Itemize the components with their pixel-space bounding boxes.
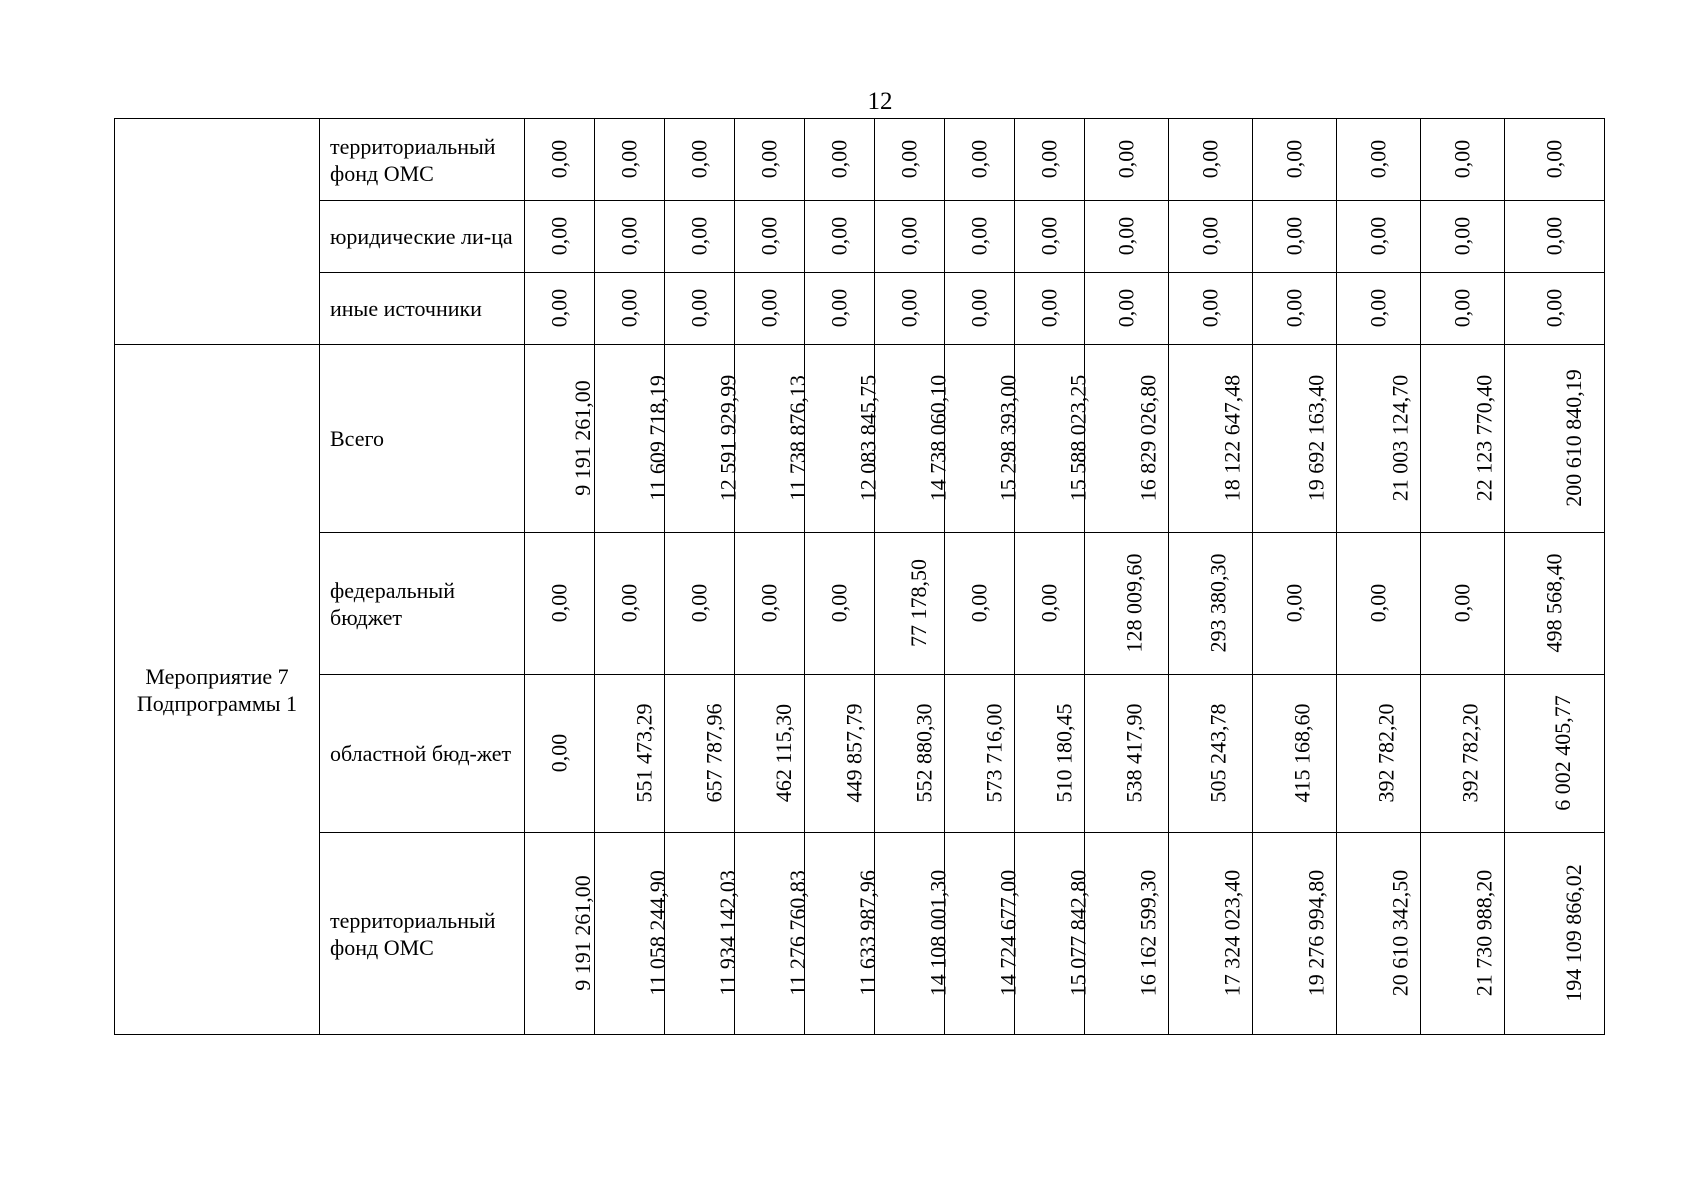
value-text: 0,00 xyxy=(1449,288,1475,328)
value-text: 505 243,78 xyxy=(1205,703,1231,803)
value-cell xyxy=(805,533,875,675)
value-cell xyxy=(945,345,1021,533)
value-cell xyxy=(1015,273,1085,345)
value-text: 0,00 xyxy=(1449,216,1475,256)
value-text: 552 880,30 xyxy=(911,703,937,803)
value-cell xyxy=(525,833,595,1035)
value-text: 0,00 xyxy=(1449,139,1475,179)
value-text: 0,00 xyxy=(966,139,992,179)
table-row xyxy=(115,345,1605,533)
value-cell xyxy=(1505,119,1605,201)
value-text: 0,00 xyxy=(1449,583,1475,623)
value-cell xyxy=(1253,119,1337,201)
value-cell xyxy=(1505,533,1605,675)
value-cell xyxy=(1085,833,1169,1035)
value-text: 0,00 xyxy=(1365,583,1391,623)
value-text: 657 787,96 xyxy=(701,703,727,803)
value-cell xyxy=(1253,675,1337,833)
value-text: 19 276 994,80 xyxy=(1303,869,1329,997)
value-text: 0,00 xyxy=(546,216,572,256)
value-cell xyxy=(1421,273,1505,345)
value-text: 392 782,20 xyxy=(1373,703,1399,803)
value-cell xyxy=(665,201,735,273)
value-cell xyxy=(1337,533,1421,675)
value-cell xyxy=(595,533,665,675)
value-cell xyxy=(1421,345,1505,533)
value-text: 15 077 842,80 xyxy=(1065,869,1091,997)
value-text: 0,00 xyxy=(686,288,712,328)
value-text: 15 298 393,00 xyxy=(995,374,1021,502)
value-text: 0,00 xyxy=(546,288,572,328)
value-cell xyxy=(1505,201,1605,273)
value-cell xyxy=(735,833,810,1035)
value-text: 0,00 xyxy=(1281,583,1307,623)
value-text: 538 417,90 xyxy=(1121,703,1147,803)
value-cell xyxy=(525,345,595,533)
value-cell xyxy=(1015,833,1091,1035)
value-text: 0,00 xyxy=(756,583,782,623)
value-cell xyxy=(1253,345,1337,533)
value-text: 0,00 xyxy=(826,288,852,328)
value-cell xyxy=(1421,201,1505,273)
value-text: 0,00 xyxy=(896,288,922,328)
value-text: 16 162 599,30 xyxy=(1135,869,1161,997)
value-cell xyxy=(735,119,805,201)
value-cell xyxy=(1169,533,1253,675)
value-cell xyxy=(1085,201,1169,273)
funding-source-cell: Всего xyxy=(320,345,525,533)
value-cell xyxy=(665,345,741,533)
value-text: 0,00 xyxy=(546,139,572,179)
value-text: 18 122 647,48 xyxy=(1219,374,1245,502)
value-text: 0,00 xyxy=(546,733,572,773)
value-text: 0,00 xyxy=(1036,583,1062,623)
table-row xyxy=(115,119,1605,201)
table-row xyxy=(115,273,1605,345)
value-cell xyxy=(595,119,665,201)
page-number: 12 xyxy=(867,88,893,115)
value-cell xyxy=(1421,675,1505,833)
value-text: 200 610 840,19 xyxy=(1560,369,1586,507)
value-text: 0,00 xyxy=(1036,216,1062,256)
value-cell xyxy=(1505,675,1605,833)
value-cell xyxy=(1253,833,1337,1035)
value-cell xyxy=(525,273,595,345)
value-cell xyxy=(1169,345,1253,533)
value-cell xyxy=(1337,675,1421,833)
value-text: 0,00 xyxy=(966,583,992,623)
value-text: 0,00 xyxy=(1281,139,1307,179)
value-text: 9 191 261,00 xyxy=(569,380,595,496)
value-text: 498 568,40 xyxy=(1541,553,1567,653)
value-cell xyxy=(525,533,595,675)
value-text: 0,00 xyxy=(966,216,992,256)
value-text: 0,00 xyxy=(1365,139,1391,179)
value-cell xyxy=(1015,119,1085,201)
value-cell xyxy=(1085,273,1169,345)
value-text: 11 633 987,96 xyxy=(854,870,880,996)
value-text: 0,00 xyxy=(1113,139,1139,179)
value-text: 11 276 760,83 xyxy=(784,870,810,996)
value-text: 0,00 xyxy=(756,288,782,328)
value-text: 0,00 xyxy=(1281,216,1307,256)
value-cell xyxy=(1337,345,1421,533)
value-text: 11 058 244,90 xyxy=(644,870,670,996)
funding-source-cell: территориальный фонд ОМС xyxy=(320,119,525,201)
funding-source-cell: территориальный фонд ОМС xyxy=(320,833,525,1035)
value-cell xyxy=(595,833,670,1035)
value-cell xyxy=(875,533,945,675)
value-cell xyxy=(945,273,1015,345)
value-text: 0,00 xyxy=(826,139,852,179)
value-cell xyxy=(1085,119,1169,201)
value-cell xyxy=(595,273,665,345)
value-text: 128 009,60 xyxy=(1121,553,1147,653)
value-text: 17 324 023,40 xyxy=(1219,869,1245,997)
value-cell xyxy=(1253,201,1337,273)
value-text: 0,00 xyxy=(686,583,712,623)
value-text: 14 108 001,30 xyxy=(925,869,951,997)
value-text: 14 724 677,00 xyxy=(995,869,1021,997)
value-cell xyxy=(875,345,951,533)
value-cell xyxy=(1337,833,1421,1035)
value-text: 0,00 xyxy=(1365,216,1391,256)
value-cell xyxy=(875,201,945,273)
value-cell xyxy=(1505,273,1605,345)
value-text: 11 934 142,03 xyxy=(714,870,740,996)
value-cell xyxy=(1015,345,1091,533)
value-cell xyxy=(1421,533,1505,675)
value-cell xyxy=(1421,119,1505,201)
value-text: 510 180,45 xyxy=(1051,703,1077,803)
value-text: 0,00 xyxy=(1197,216,1223,256)
value-cell xyxy=(1085,533,1169,675)
value-text: 77 178,50 xyxy=(906,559,931,647)
value-text: 0,00 xyxy=(1541,139,1567,179)
table-row xyxy=(115,533,1605,675)
value-text: 0,00 xyxy=(546,583,572,623)
value-text: 11 738 876,13 xyxy=(784,375,810,501)
value-text: 551 473,29 xyxy=(631,703,657,803)
value-cell xyxy=(1253,533,1337,675)
value-text: 0,00 xyxy=(616,139,642,179)
funding-source-cell: юридические ли-ца xyxy=(320,201,525,273)
value-text: 0,00 xyxy=(896,216,922,256)
value-cell xyxy=(945,119,1015,201)
empty-event-cell xyxy=(115,119,320,345)
value-cell xyxy=(1337,119,1421,201)
value-text: 9 191 261,00 xyxy=(569,875,595,991)
value-cell xyxy=(875,675,945,833)
value-text: 0,00 xyxy=(1036,139,1062,179)
value-cell xyxy=(1505,833,1605,1035)
value-cell xyxy=(595,201,665,273)
value-cell xyxy=(665,273,735,345)
value-text: 0,00 xyxy=(1197,139,1223,179)
funding-source-cell: областной бюд-жет xyxy=(320,675,525,833)
value-text: 0,00 xyxy=(1365,288,1391,328)
value-text: 0,00 xyxy=(756,139,782,179)
table-row xyxy=(115,833,1605,1035)
value-cell xyxy=(735,675,805,833)
funding-source-cell: федеральный бюджет xyxy=(320,533,525,675)
value-text: 21 003 124,70 xyxy=(1387,374,1413,502)
value-text: 19 692 163,40 xyxy=(1303,374,1329,502)
value-cell xyxy=(805,833,880,1035)
value-text: 462 115,30 xyxy=(771,703,797,803)
value-text: 22 123 770,40 xyxy=(1471,374,1497,502)
value-cell xyxy=(735,201,805,273)
table-row xyxy=(115,201,1605,273)
event-name-cell: Мероприятие 7 Подпрограммы 1 xyxy=(115,345,320,1035)
value-cell xyxy=(595,675,665,833)
value-text: 14 738 060,10 xyxy=(925,374,951,502)
value-text: 0,00 xyxy=(1036,288,1062,328)
value-cell xyxy=(735,273,805,345)
value-cell xyxy=(1085,675,1169,833)
value-text: 0,00 xyxy=(1281,288,1307,328)
value-text: 0,00 xyxy=(616,288,642,328)
value-text: 0,00 xyxy=(896,139,922,179)
value-cell xyxy=(1337,201,1421,273)
value-cell xyxy=(1015,675,1085,833)
value-text: 11 609 718,19 xyxy=(644,375,670,501)
value-cell xyxy=(805,675,875,833)
value-cell xyxy=(945,833,1021,1035)
value-text: 293 380,30 xyxy=(1205,553,1231,653)
value-text: 0,00 xyxy=(686,216,712,256)
value-text: 0,00 xyxy=(1197,288,1223,328)
value-cell xyxy=(1169,119,1253,201)
value-cell xyxy=(1337,273,1421,345)
value-cell xyxy=(1169,273,1253,345)
value-cell xyxy=(525,675,595,833)
value-text: 0,00 xyxy=(966,288,992,328)
value-text: 0,00 xyxy=(686,139,712,179)
value-cell xyxy=(805,345,881,533)
value-text: 0,00 xyxy=(616,216,642,256)
value-text: 0,00 xyxy=(756,216,782,256)
value-text: 0,00 xyxy=(826,583,852,623)
value-text: 415 168,60 xyxy=(1289,703,1315,803)
value-cell xyxy=(1253,273,1337,345)
value-text: 12 083 845,75 xyxy=(855,374,881,502)
value-cell xyxy=(945,201,1015,273)
value-cell xyxy=(1085,345,1169,533)
value-cell xyxy=(945,533,1015,675)
funding-source-cell: иные источники xyxy=(320,273,525,345)
value-cell xyxy=(875,119,945,201)
value-text: 12 591 929,99 xyxy=(715,374,741,502)
value-cell xyxy=(595,345,670,533)
value-cell xyxy=(1169,201,1253,273)
value-text: 16 829 026,80 xyxy=(1135,374,1161,502)
value-cell xyxy=(665,119,735,201)
value-cell xyxy=(1015,533,1085,675)
table-row xyxy=(115,675,1605,833)
value-cell xyxy=(1169,833,1253,1035)
value-text: 0,00 xyxy=(1113,216,1139,256)
value-cell xyxy=(945,675,1015,833)
value-cell xyxy=(1169,675,1253,833)
value-cell xyxy=(525,119,595,201)
value-cell xyxy=(805,273,875,345)
value-text: 573 716,00 xyxy=(981,703,1007,803)
budget-table xyxy=(114,118,1605,1035)
value-cell xyxy=(805,201,875,273)
value-cell xyxy=(875,833,951,1035)
value-text: 0,00 xyxy=(1541,288,1567,328)
value-cell xyxy=(1421,833,1505,1035)
value-text: 449 857,79 xyxy=(841,703,867,803)
value-cell xyxy=(1015,201,1085,273)
value-cell xyxy=(735,345,810,533)
value-text: 392 782,20 xyxy=(1457,703,1483,803)
value-cell xyxy=(665,533,735,675)
value-text: 21 730 988,20 xyxy=(1471,869,1497,997)
value-cell xyxy=(735,533,805,675)
value-cell xyxy=(525,201,595,273)
value-text: 0,00 xyxy=(616,583,642,623)
value-text: 20 610 342,50 xyxy=(1387,869,1413,997)
value-text: 0,00 xyxy=(1541,216,1567,256)
value-text: 0,00 xyxy=(826,216,852,256)
value-text: 194 109 866,02 xyxy=(1560,864,1586,1002)
value-cell xyxy=(1505,345,1605,533)
value-cell xyxy=(665,833,740,1035)
value-text: 15 588 023,25 xyxy=(1065,374,1091,502)
value-cell xyxy=(805,119,875,201)
value-cell xyxy=(875,273,945,345)
value-text: 0,00 xyxy=(1113,288,1139,328)
value-cell xyxy=(665,675,735,833)
value-text: 6 002 405,77 xyxy=(1549,695,1575,811)
